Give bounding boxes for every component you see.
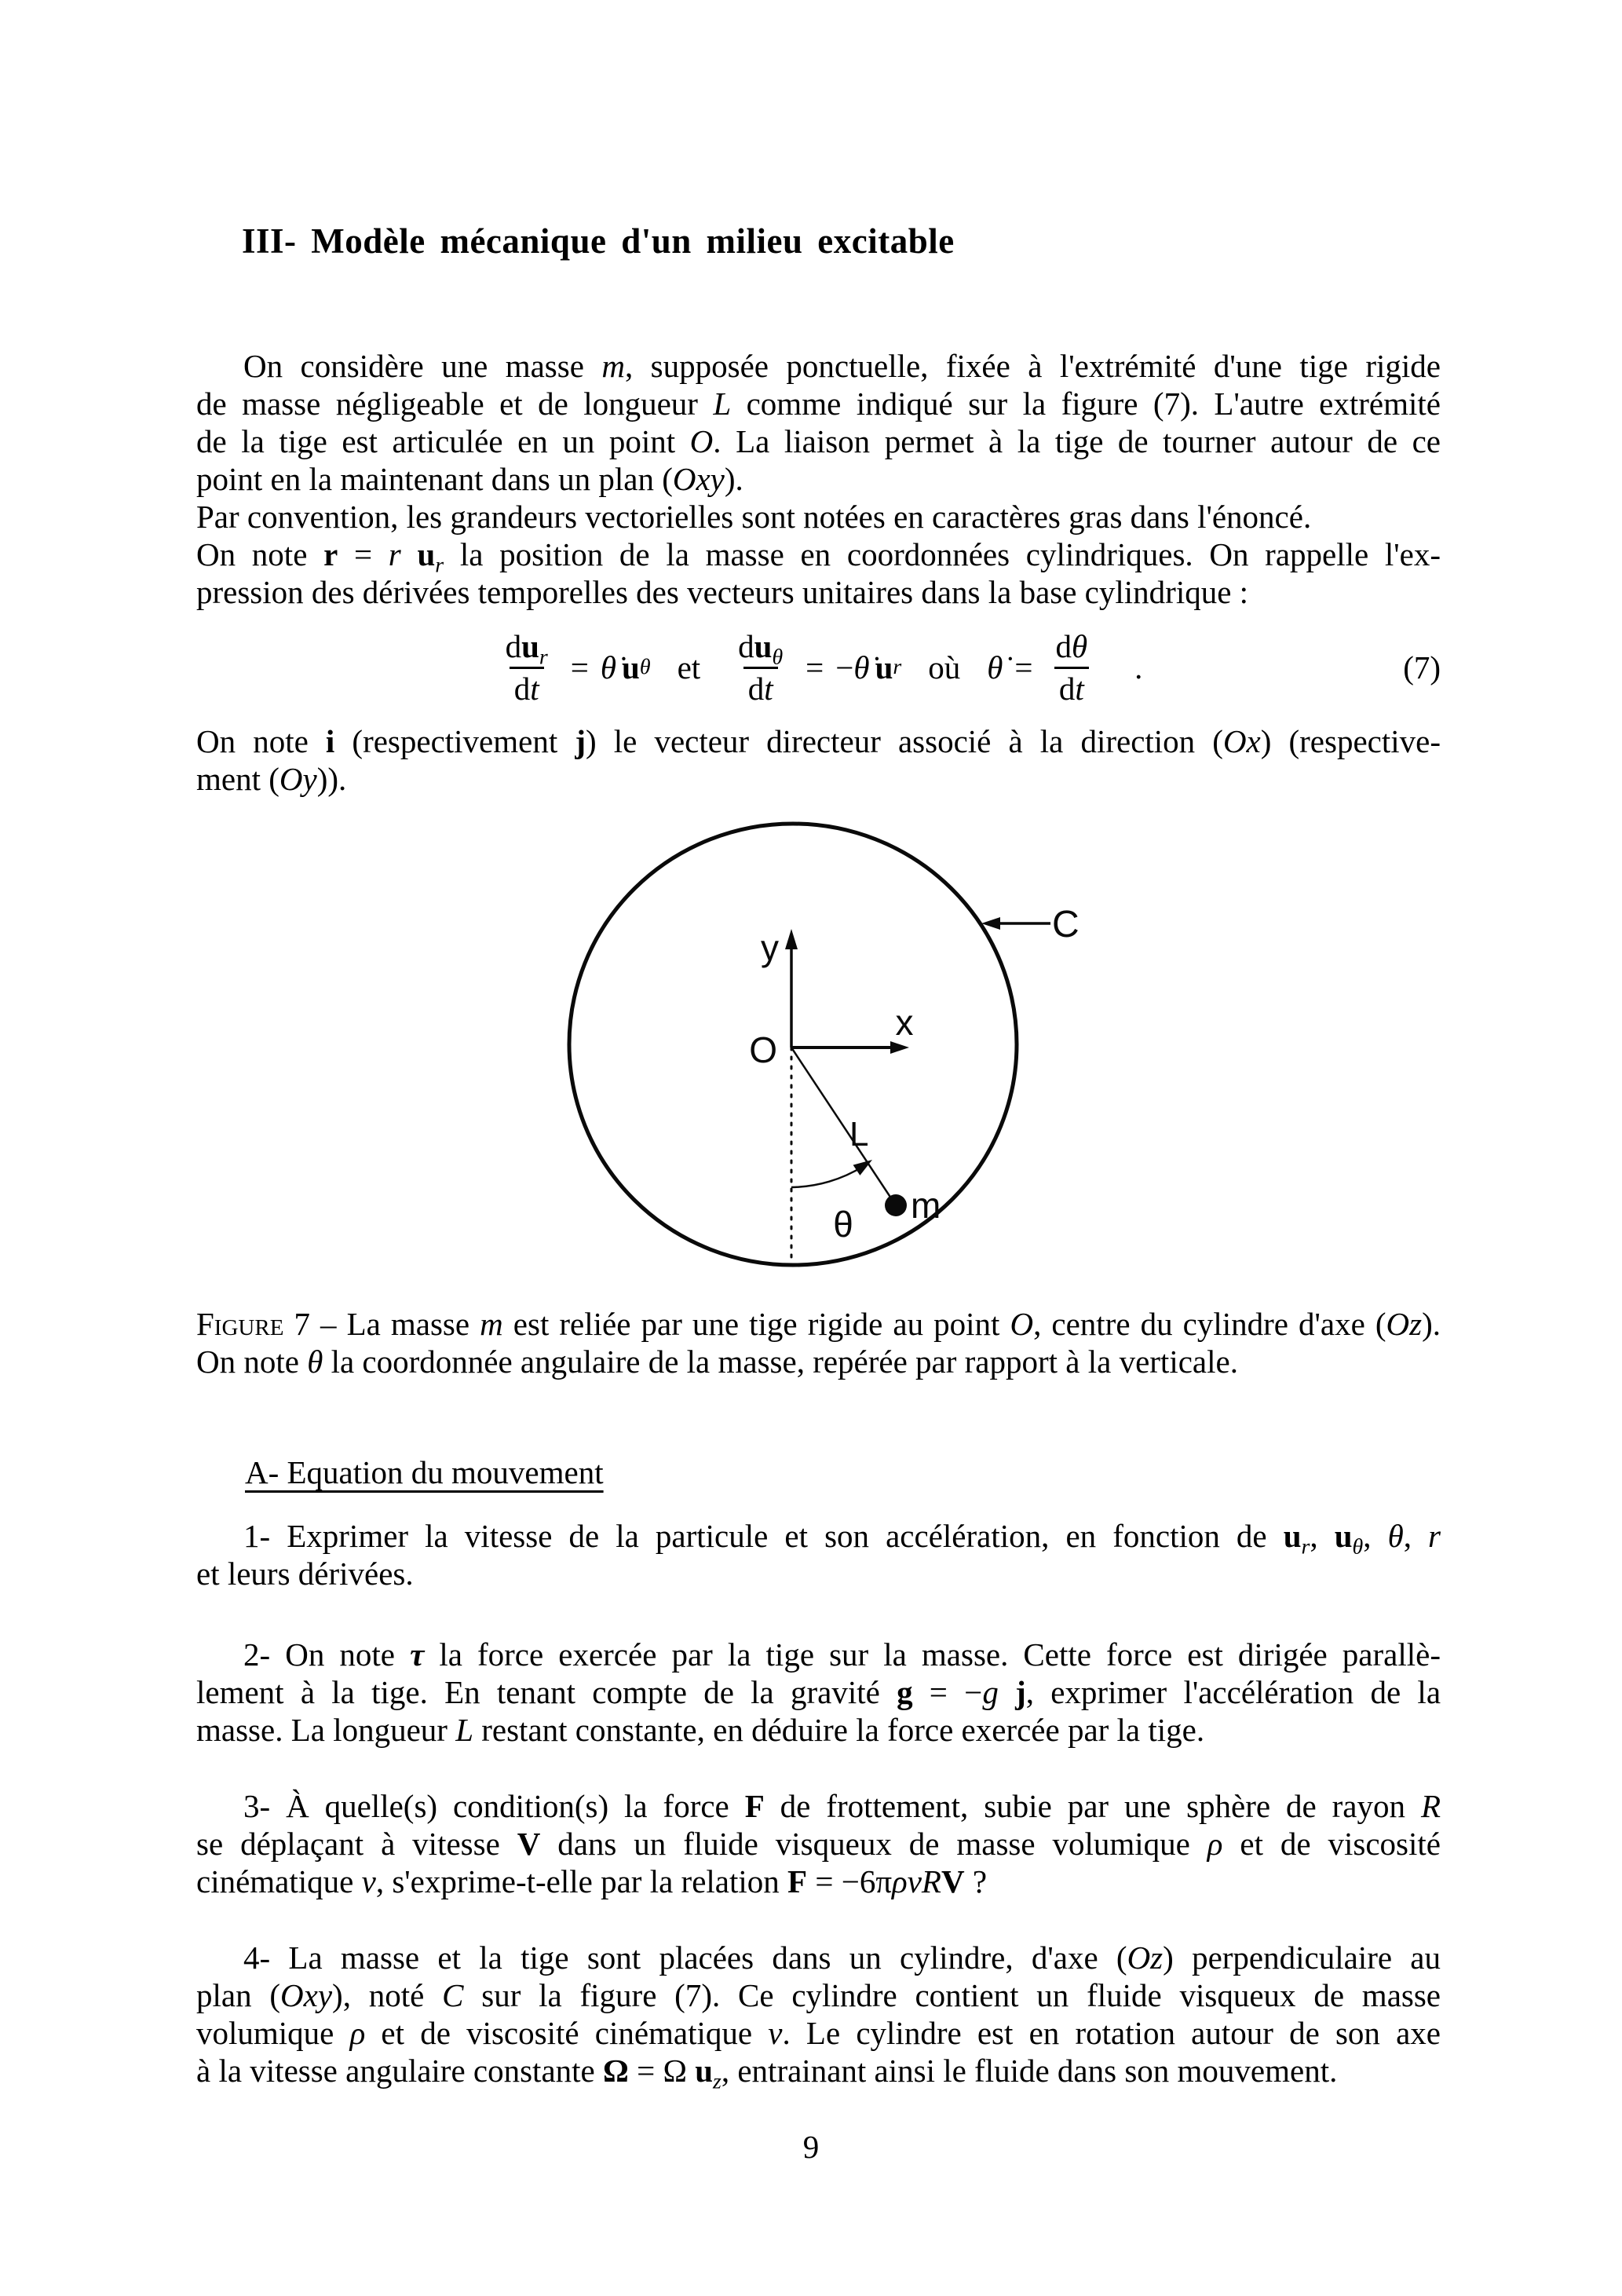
text-line: volumique ρ et de viscosité cinématique ν. Le cylindre est en rotation autour de son axe xyxy=(196,2015,1441,2051)
y-axis-arrow xyxy=(785,929,798,1047)
theta-arc-arrow xyxy=(791,1154,875,1187)
mass-dot xyxy=(885,1194,907,1216)
subsection-heading: A- Equation du mouvement xyxy=(245,1454,604,1490)
text-line: cinématique ν, s'exprime-t-elle par la relation F = −6πρνRV ? xyxy=(196,1863,988,1899)
question-3 xyxy=(196,1787,1441,1900)
text-line: 2- On note τ la force exercée par la tige sur la masse. Cette force est dirigée parallè- xyxy=(243,1636,1441,1673)
equation-number: (7) xyxy=(1403,649,1441,686)
fraction-dtheta-dt: $\frac{d\theta}{dt}$ xyxy=(1055,628,1088,707)
u-theta-vector: u xyxy=(622,649,640,686)
text-line: 4- La masse et la tige sont placées dans un cylindre, d'axe (Oz) perpendiculaire au xyxy=(243,1940,1441,1976)
text-line: plan (Oxy), noté C sur la figure (7). Ce cylindre contient un fluide visqueux de masse xyxy=(196,1977,1441,2013)
minus-sign: − xyxy=(835,649,854,686)
fraction-dur-dt: $\frac{du_r}{dt}$ xyxy=(505,628,548,707)
origin-label: O xyxy=(749,1029,777,1070)
theta-dot: θ̇ xyxy=(853,649,870,686)
rigid-rod xyxy=(791,1047,896,1205)
word-et: et xyxy=(677,649,701,686)
word-ou: où xyxy=(928,649,961,686)
equals-sign: = xyxy=(806,649,824,686)
section-title: III- Modèle mécanique d'un milieu excitable xyxy=(242,221,955,261)
text-line: à la vitesse angulaire constante Ω = Ω $u_z$, entrainant ainsi le fluide dans son mouvement. xyxy=(196,2053,1338,2094)
text-line: On note r = r $u_r$ la position de la masse en coordonnées cylindriques. On rappelle l'ex- xyxy=(196,536,1441,578)
u-r-vector: u xyxy=(875,649,893,686)
text-line: Figure 7 – La masse m est reliée par une tige rigide au point O, centre du cylindre d'axe (Oz). xyxy=(196,1306,1441,1342)
text-line: masse. La longueur L restant constante, en déduire la force exercée par la tige. xyxy=(196,1712,1205,1748)
text-line: On note θ la coordonnée angulaire de la masse, repérée par rapport à la verticale. xyxy=(196,1344,1238,1380)
text-line: ment (Oy)). xyxy=(196,761,347,797)
rod-length-label: L xyxy=(849,1115,869,1153)
theta-dot: θ̇ xyxy=(987,649,1003,686)
equals-sign: = xyxy=(570,649,589,686)
question-1 xyxy=(196,1517,1441,1592)
equation-7: $\frac{du_r}{dt}$ = θ̇ u θ et $\frac{du_\theta}{dt}$ = − θ̇ u r où θ̇ = $\frac{d\theta}{dt}$ . (7) xyxy=(196,620,1441,715)
text-line: 1- Exprimer la vitesse de la particule et son accélération, en fonction de $u_r$, $u_\theta$, θ, r xyxy=(243,1518,1441,1559)
y-axis-label: y xyxy=(761,927,779,968)
x-axis-label: x xyxy=(895,1002,914,1043)
text-line: de la tige est articulée en un point O. La liaison permet à la tige de tourner autour de ce xyxy=(196,423,1441,459)
text-line: On note i (respectivement j) le vecteur directeur associé à la direction (Ox) (respective- xyxy=(196,723,1441,759)
text-line: 3- À quelle(s) condition(s) la force F de frottement, subie par une sphère de rayon R xyxy=(243,1788,1441,1824)
text-line: lement à la tige. En tenant compte de la gravité g = −g j, exprimer l'accélération de la xyxy=(196,1674,1441,1710)
question-4 xyxy=(196,1939,1441,2094)
equals-sign: = xyxy=(1014,649,1033,686)
x-axis-arrow xyxy=(791,1041,909,1054)
cylinder-circle xyxy=(569,824,1017,1265)
mass-label: m xyxy=(911,1185,941,1226)
text-line: se déplaçant à vitesse V dans un fluide visqueux de masse volumique ρ et de viscosité xyxy=(196,1826,1441,1862)
text-line: Par convention, les grandeurs vectorielles sont notées en caractères gras dans l'énoncé. xyxy=(196,499,1312,535)
cylinder-label: C xyxy=(1052,904,1080,945)
text-line: point en la maintenant dans un plan (Oxy). xyxy=(196,461,743,497)
text-line: pression des dérivées temporelles des vecteurs unitaires dans la base cylindrique : xyxy=(196,574,1249,610)
vector-note-paragraph xyxy=(196,722,1441,798)
text-line: de masse négligeable et de longueur L comme indiqué sur la figure (7). L'autre extrémité xyxy=(196,386,1441,422)
fraction-dutheta-dt: $\frac{du_\theta}{dt}$ xyxy=(738,628,784,707)
figure-caption xyxy=(196,1305,1441,1380)
question-2 xyxy=(196,1636,1441,1749)
intro-paragraph xyxy=(196,347,1441,611)
theta-label: θ xyxy=(833,1204,853,1245)
pendulum-figure xyxy=(542,813,1138,1292)
page-number: 9 xyxy=(802,2129,820,2165)
equation-period: . xyxy=(1134,649,1143,686)
theta-dot: θ̇ xyxy=(600,649,617,686)
text-line: et leurs dérivées. xyxy=(196,1556,414,1592)
text-line: On considère une masse m, supposée ponctuelle, fixée à l'extrémité d'une tige rigide xyxy=(243,348,1441,384)
cylinder-pointer-arrow xyxy=(981,917,1050,930)
